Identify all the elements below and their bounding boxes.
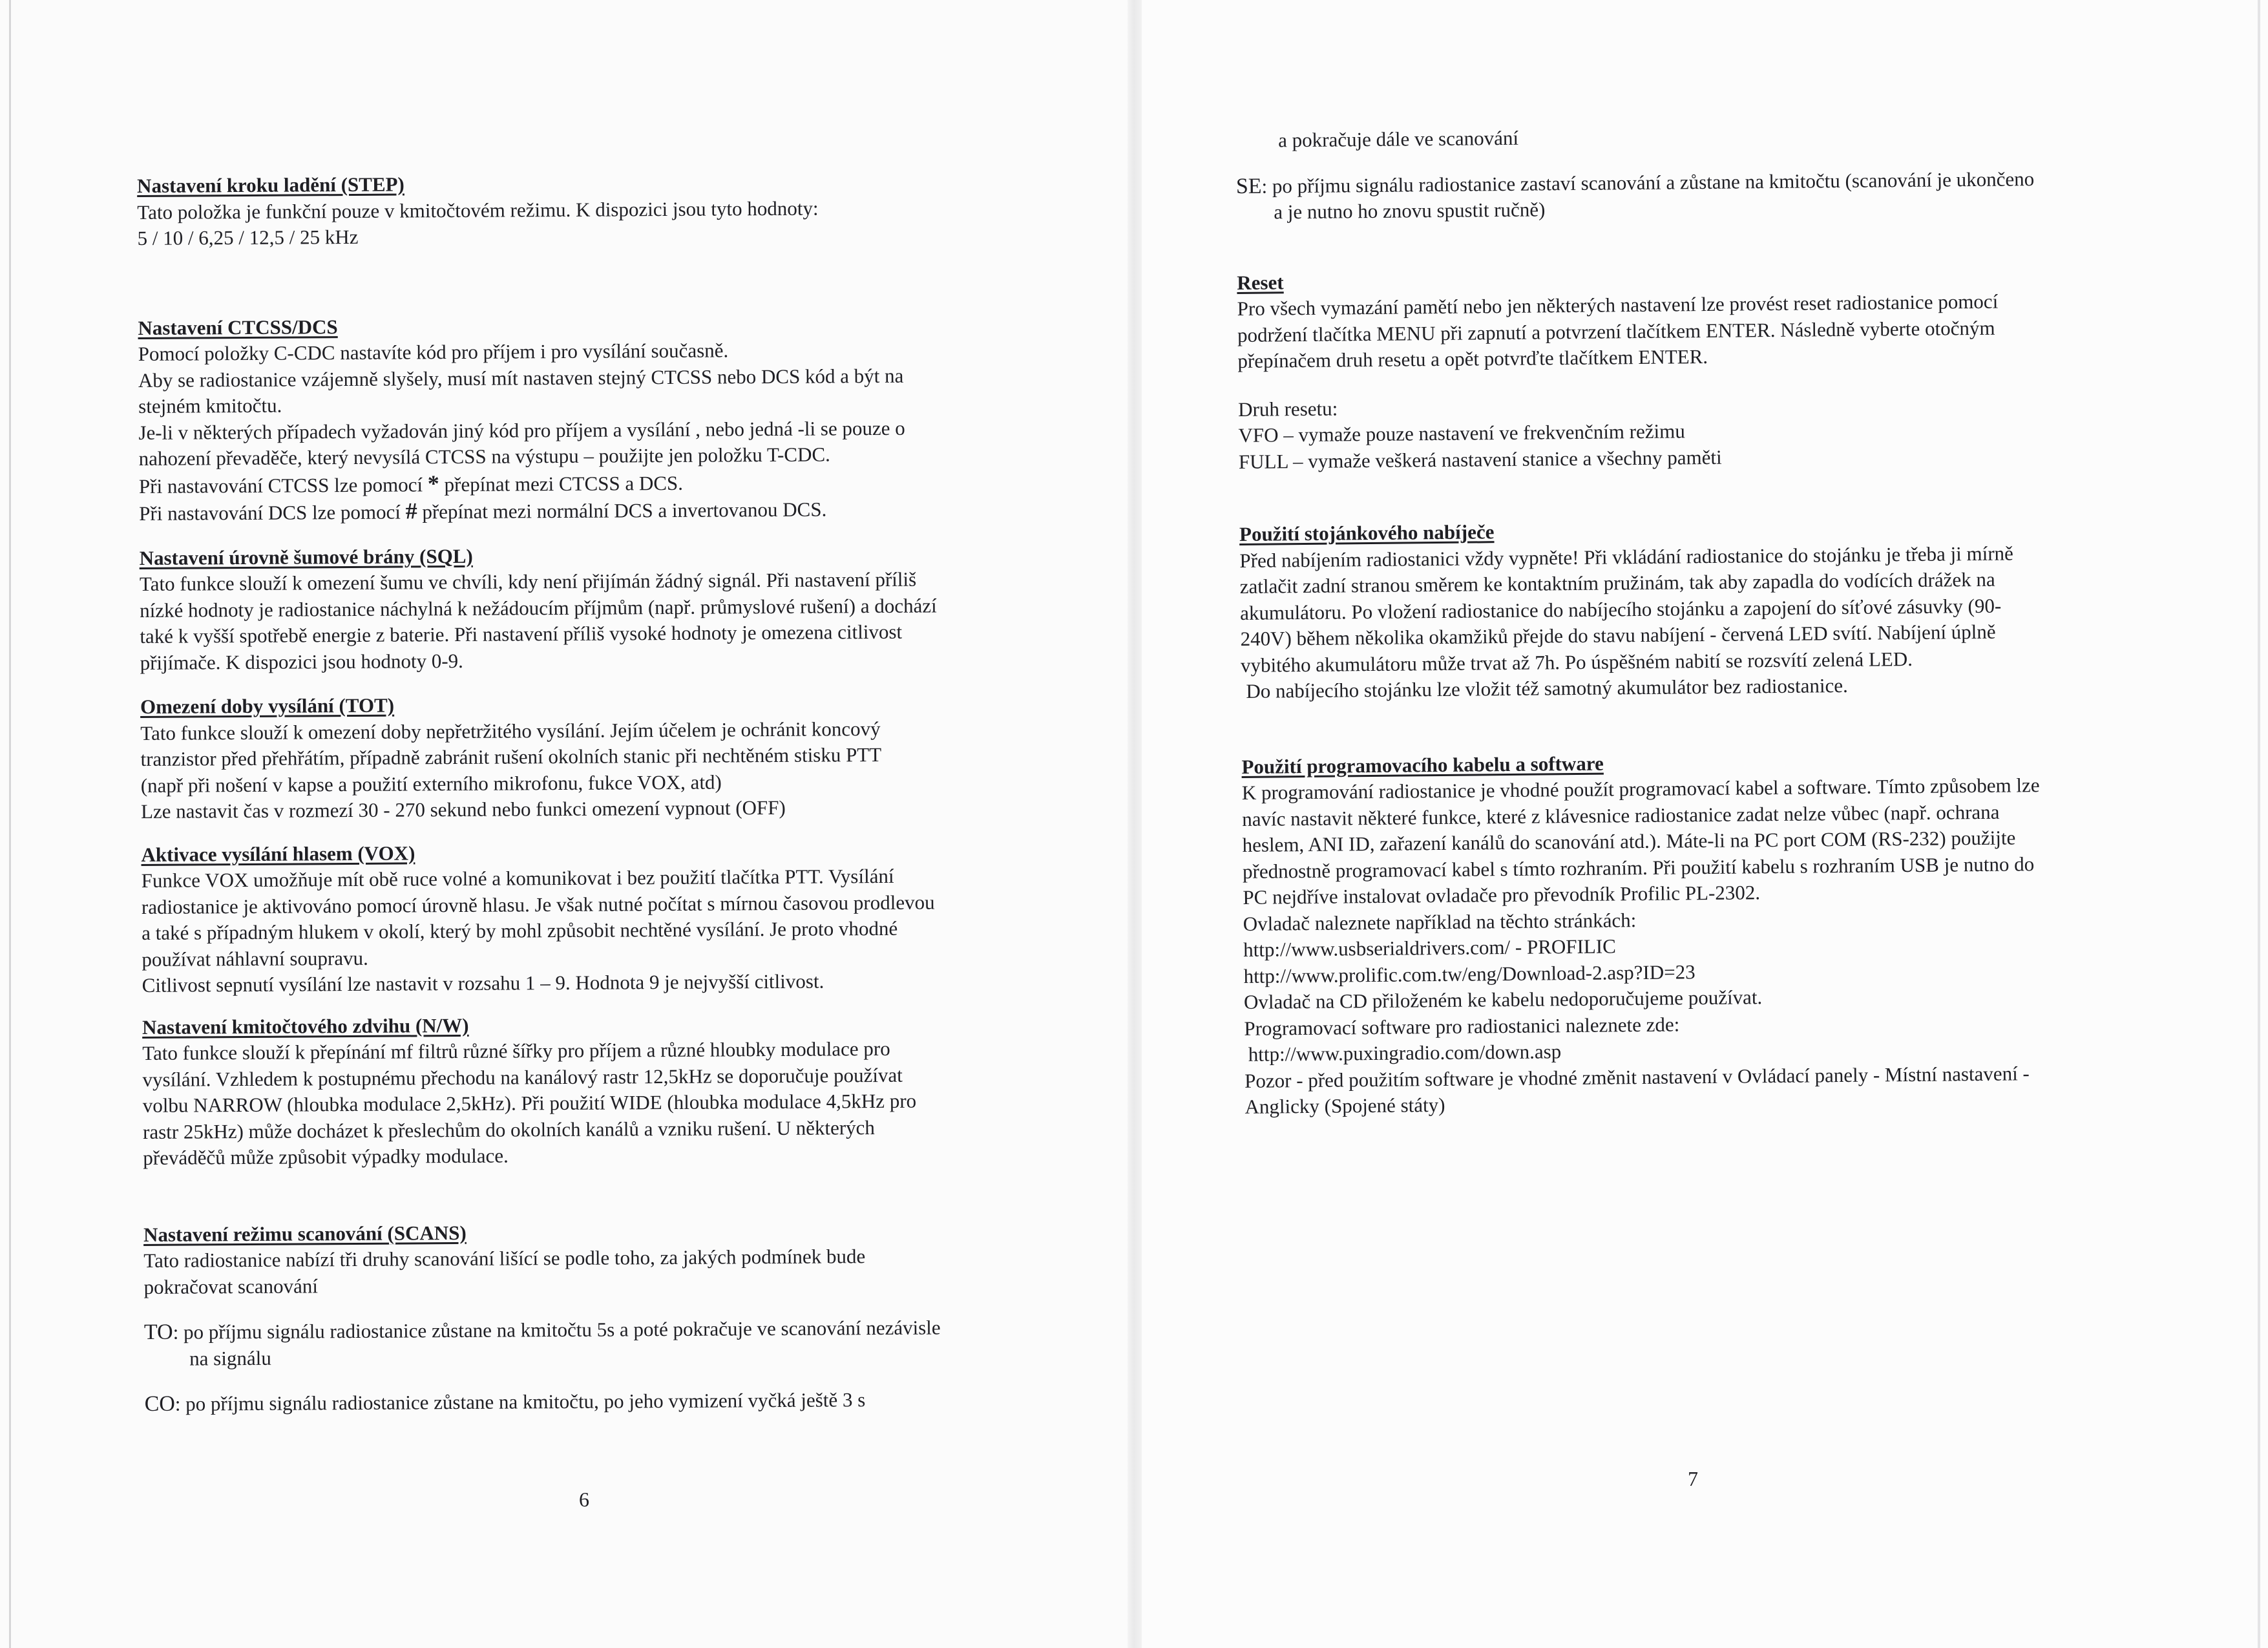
text-line: a také s případným hlukem v okolí, který by mohl způsobit nechtěné vysílání. Je proto vhodné [142, 916, 898, 944]
text-line: Před nabíjením radiostanici vždy vypněte! Při vkládání radiostanice do stojánku je třeba ji mírně [1239, 541, 2014, 572]
url-line: http://www.puxingradio.com/down.asp [1248, 1040, 1562, 1066]
text-line: Je-li v některých případech vyžadován jiný kód pro příjem a vysílání , nebo jedná -li se pouze o [138, 416, 905, 444]
text-line: Ovladač naleznete například na těchto stránkách: [1243, 908, 1637, 935]
text-line: na signálu [189, 1346, 271, 1370]
url-line: http://www.prolific.com.tw/eng/Download-2.asp?ID=23 [1243, 960, 1696, 988]
section-heading: Aktivace vysílání hlasem (VOX) [141, 841, 415, 866]
section-heading: Nastavení úrovně šumové brány (SQL) [139, 544, 473, 569]
section-heading: Reset [1237, 270, 1284, 294]
text-line: převáděčů může způsobit výpadky modulace. [143, 1144, 509, 1169]
text-line: 240V) během několika okamžiků přejde do stavu nabíjení - červená LED svítí. Nabíjení úplně [1240, 620, 1996, 650]
section-step [137, 167, 1075, 251]
star-symbol: * [427, 470, 439, 496]
text-line: radiostanice je aktivováno pomocí úrovně hlasu. Je však nutné počítat s mírnou časovou prodlevou [141, 890, 935, 918]
text-line: Tato funkce slouží k omezení šumu ve chvíli, kdy není přijímán žádný signál. Při nastavení příliš [139, 567, 917, 595]
text-line: Funkce VOX umožňuje mít obě ruce volné a komunikovat i bez použití tlačítka PTT. Vysílání [141, 864, 894, 892]
text-line: Tato radiostanice nabízí tři druhy scanování lišící se podle toho, za jakých podmínek bude [143, 1245, 866, 1272]
text-line [139, 494, 1076, 527]
text-line: používat náhlavní soupravu. [142, 946, 368, 971]
reset-type: FULL – vymaže veškerá nastavení stanice a všechny paměti [1238, 445, 1722, 473]
scan-continuation: a pokračuje dále ve scanování [1278, 126, 1519, 152]
text-line: vysílání. Vzhledem k postupnému přechodu na kanálový rastr 12,5kHz se doporučuje používat [142, 1063, 903, 1091]
right-column [1235, 119, 2163, 1120]
text-line: Tato položka je funkční pouze v kmitočtovém režimu. K dispozici jsou tyto hodnoty: [137, 196, 819, 224]
page-number: 6 [579, 1488, 589, 1511]
scan-mode-text: : po příjmu signálu radiostanice zůstane na kmitočtu, po jeho vymizení vyčká ještě 3 s [174, 1388, 866, 1415]
section-heading: Nastavení kmitočtového zdvihu (N/W) [142, 1013, 469, 1039]
text-line: a je nutno ho znovu spustit ručně) [1274, 198, 1546, 224]
section-heading: Omezení doby vysílání (TOT) [140, 693, 395, 718]
left-column [137, 167, 1082, 1417]
page-number: 7 [1688, 1467, 1698, 1490]
text-line: také k vyšší spotřebě energie z baterie. Při nastavení příliš vysoké hodnoty je omezena citlivost [140, 620, 903, 648]
text-line: Tato funkce slouží k omezení doby nepřetržitého vysílání. Jejím účelem je ochránit koncový [140, 717, 881, 745]
text-line: Lze nastavit čas v rozmezí 30 - 270 sekund nebo funkci omezení vypnout (OFF) [140, 796, 786, 823]
left-scan-edge [9, 0, 11, 1648]
text-line: Ovladač na CD přiloženém ke kabelu nedoporučujeme používat. [1243, 986, 1763, 1013]
text-line: Programovací software pro radiostanici naleznete zde: [1244, 1012, 1680, 1040]
section-vox [141, 836, 1078, 999]
text-line: Anglicky (Spojené státy) [1244, 1093, 1445, 1118]
text-line: pokračovat scanování [143, 1274, 319, 1298]
scan-mode-label: SE [1235, 174, 1262, 198]
section-scans [143, 1216, 1082, 1418]
section-nw [142, 1009, 1080, 1172]
section-heading: Nastavení CTCSS/DCS [138, 315, 338, 339]
text-line: stejném kmitočtu. [138, 394, 282, 417]
section-ctcss [138, 310, 1076, 527]
scan-mode-text: : po příjmu signálu radiostanice zastaví scanování a zůstane na kmitočtu (scanování je ukončeno [1261, 167, 2035, 198]
scan-mode-label: CO [144, 1391, 175, 1416]
section-heading: Použití programovacího kabelu a software [1241, 752, 1604, 778]
text-line: 5 / 10 / 6,25 / 12,5 / 25 kHz [137, 225, 359, 249]
text-line: vybitého akumulátoru může trvat až 7h. Po úspěšném nabití se rozsvítí zelená LED. [1240, 647, 1913, 677]
text-line: zatlačit zadní stranou směrem ke kontaktním pružinám, tak aby zapadla do vodících drážek na [1239, 567, 1995, 598]
text-line: tranzistor před přehřátím, případně zabránit rušení okolních stanic při nechtěném stisku PTT [140, 743, 882, 770]
reset-type: VFO – vymaže pouze nastavení ve frekvenčním režimu [1238, 419, 1685, 447]
reset-types-title: Druh resetu: [1238, 397, 1338, 421]
scan-mode-text: : po příjmu signálu radiostanice zůstane na kmitočtu 5s a poté pokračuje ve scanování nezávisle [173, 1316, 941, 1344]
section-charger [1239, 512, 2159, 704]
section-cable [1241, 745, 2162, 1121]
text-line: akumulátoru. Po vložení radiostanice do nabíjecího stojánku a zapojení do síťové zásuvky (90- [1240, 594, 2002, 624]
right-scan-edge [2258, 0, 2260, 1648]
text-line: přepínačem druh resetu a opět potvrďte tlačítkem ENTER. [1237, 344, 1708, 372]
section-tot [140, 688, 1078, 825]
hash-text-after: přepínat mezi normální DCS a invertovanou DCS. [422, 498, 827, 523]
text-line: podržení tlačítka MENU při zapnutí a potvrzení tlačítkem ENTER. Následně vyberte otočným [1237, 316, 1995, 346]
section-heading: Nastavení kroku ladění (STEP) [137, 173, 404, 197]
text-line: Do nabíjecího stojánku lze vložit též samotný akumulátor bez radiostanice. [1246, 673, 1848, 703]
section-sql [140, 540, 1077, 676]
text-line: Pomocí položky C-CDC nastavíte kód pro příjem i pro vysílání současně. [138, 339, 729, 365]
page-gutter [1128, 0, 1142, 1648]
hash-symbol: # [405, 498, 417, 524]
scan-mode-label: TO [143, 1320, 173, 1344]
text-line: navíc nastavit některé funkce, které z klávesnice radiostanice zadat nelze vůbec (např. ochrana [1242, 800, 2000, 830]
text-line: heslem, ANI ID, zařazení kanálů do scanování atd.). Máte-li na PC port COM (RS-232) použijte [1242, 826, 2016, 856]
section-heading: Nastavení režimu scanování (SCANS) [143, 1221, 467, 1246]
text-line: nízké hodnoty je radiostanice náchylná k nežádoucím příjmům (např. průmyslové rušení) a dochází [140, 593, 937, 622]
text-line: PC nejdříve instalovat ovladače pro převodník Profilic PL-2302. [1243, 881, 1761, 909]
text-line: (např při nošení v kapse a použití externího mikrofonu, fukce VOX, atd) [140, 770, 722, 797]
text-line: Pozor - před použitím software je vhodné změnit nastavení v Ovládací panely - Místní nastavení - [1244, 1061, 2030, 1092]
text-line: přednostně programovací kabel s tímto rozhraním. Při použití kabelu s rozhraním USB je nutno do [1242, 852, 2035, 883]
text-line: rastr 25kHz) může docházet k přeslechům do okolních kanálů a vzniku rušení. U některých [142, 1115, 875, 1143]
text-line: K programování radiostanice je vhodné použít programovací kabel a software. Tímto způsobem lze [1241, 774, 2040, 804]
text-line: Aby se radiostanice vzájemně slyšely, musí mít nastaven stejný CTCSS nebo DCS kód a být na [138, 364, 904, 392]
hash-text-before: Při nastavování DCS lze pomocí [139, 500, 401, 525]
text-line: Pro všech vymazání pamětí nebo jen některých nastavení lze provést reset radiostanice pomocí [1237, 290, 1999, 320]
text-line: nahození převaděče, který nevysílá CTCSS na výstupu – použijte jen položku T-CDC. [138, 443, 830, 470]
text-line: Tato funkce slouží k přepínání mf filtrů různé šířky pro příjem a různé hloubky modulace pro [142, 1037, 890, 1064]
section-reset [1237, 261, 2156, 475]
text-line: volbu NARROW (hloubka modulace 2,5kHz). Při použití WIDE (hloubka modulace 4,5kHz pro [142, 1089, 917, 1117]
star-text-after: přepínat mezi CTCSS a DCS. [444, 471, 684, 496]
text-line: Citlivost sepnutí vysílání lze nastavit v rozsahu 1 – 9. Hodnota 9 je nejvyšší citlivost. [142, 969, 824, 997]
section-heading: Použití stojánkového nabíječe [1239, 520, 1495, 545]
url-line: http://www.usbserialdrivers.com/ - PROFILIC [1243, 935, 1616, 961]
text-line: přijímače. K dispozici jsou hodnoty 0-9. [140, 649, 463, 674]
star-text-before: Při nastavování CTCSS lze pomocí [138, 472, 423, 498]
